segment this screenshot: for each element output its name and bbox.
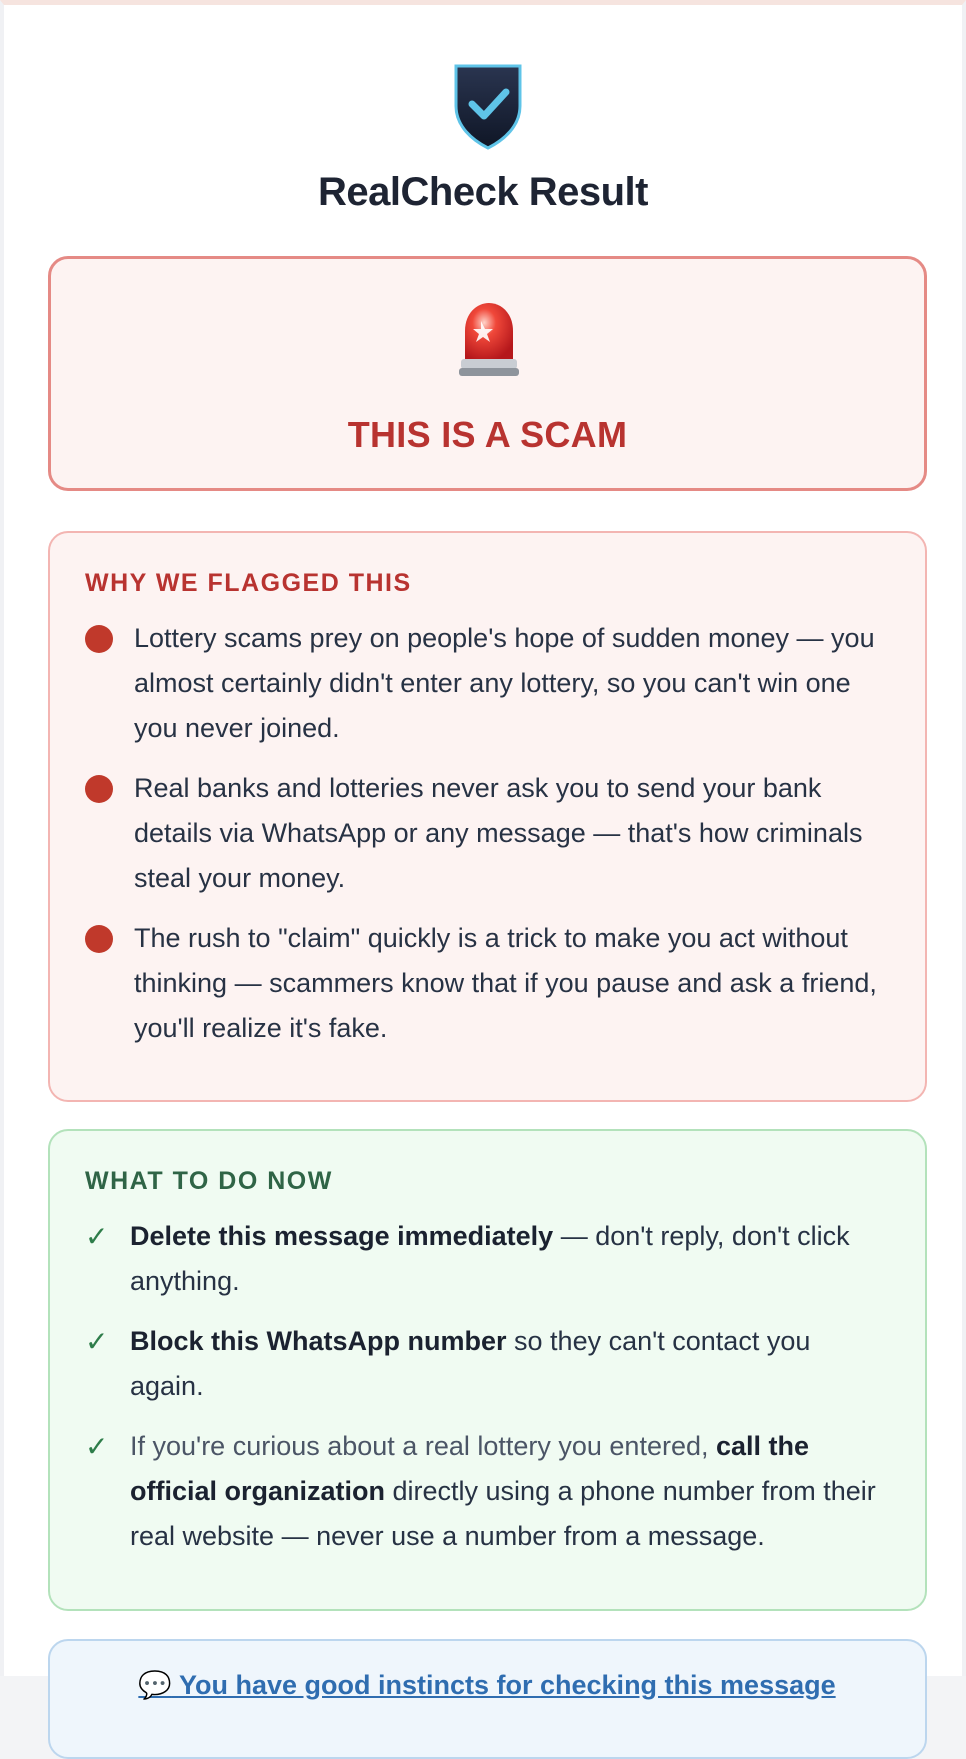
action-list xyxy=(85,1214,889,1559)
reason-text: The rush to "claim" quickly is a trick to make you act without thinking — scammers know that if you pause and ask a friend, you'll realize it's fake. xyxy=(134,923,877,1043)
check-icon: ✓ xyxy=(85,1326,109,1357)
reason-item xyxy=(85,766,889,901)
encouragement-label: You have good instincts for checking this message xyxy=(178,1670,836,1700)
verdict-card xyxy=(48,256,927,491)
reason-item xyxy=(85,616,889,751)
check-icon: ✓ xyxy=(85,1431,109,1462)
reason-item xyxy=(85,916,889,1051)
verdict-label: THIS IS A SCAM xyxy=(347,414,628,455)
speech-bubble-icon: 💬 xyxy=(138,1670,172,1700)
why-flagged-heading: WHY WE FLAGGED THIS xyxy=(85,569,412,597)
encouragement-text[interactable] xyxy=(85,1669,889,1701)
red-dot-icon xyxy=(85,625,113,653)
action-item xyxy=(85,1424,889,1559)
why-flagged-card xyxy=(48,531,927,1102)
action-text-bold: Block this WhatsApp number xyxy=(130,1326,507,1356)
shield-check-icon xyxy=(450,62,526,152)
action-item xyxy=(85,1214,889,1304)
action-text-pre: If you're curious about a real lottery you entered, xyxy=(130,1431,716,1461)
reason-text: Lottery scams prey on people's hope of sudden money — you almost certainly didn't enter any lottery, so you can't win one you never joined. xyxy=(134,623,875,743)
action-text-bold: call the official organization xyxy=(130,1431,810,1506)
action-text-post: — don't reply, don't click anything. xyxy=(130,1221,850,1296)
reason-list xyxy=(85,616,889,1051)
red-dot-icon xyxy=(85,925,113,953)
reason-text: Real banks and lotteries never ask you to send your bank details via WhatsApp or any message — that's how criminals steal your money. xyxy=(134,773,863,893)
what-to-do-heading: WHAT TO DO NOW xyxy=(85,1167,333,1195)
check-icon: ✓ xyxy=(85,1221,109,1252)
action-text-bold: Delete this message immediately xyxy=(130,1221,554,1251)
police-siren-icon xyxy=(457,299,521,379)
encouragement-card xyxy=(48,1639,927,1759)
page-title: RealCheck Result xyxy=(318,170,648,214)
what-to-do-card xyxy=(48,1129,927,1611)
action-text-post: so they can't contact you again. xyxy=(130,1326,811,1401)
action-text-post: directly using a phone number from their real website — never use a number from a message. xyxy=(130,1476,876,1551)
red-dot-icon xyxy=(85,775,113,803)
action-item xyxy=(85,1319,889,1409)
